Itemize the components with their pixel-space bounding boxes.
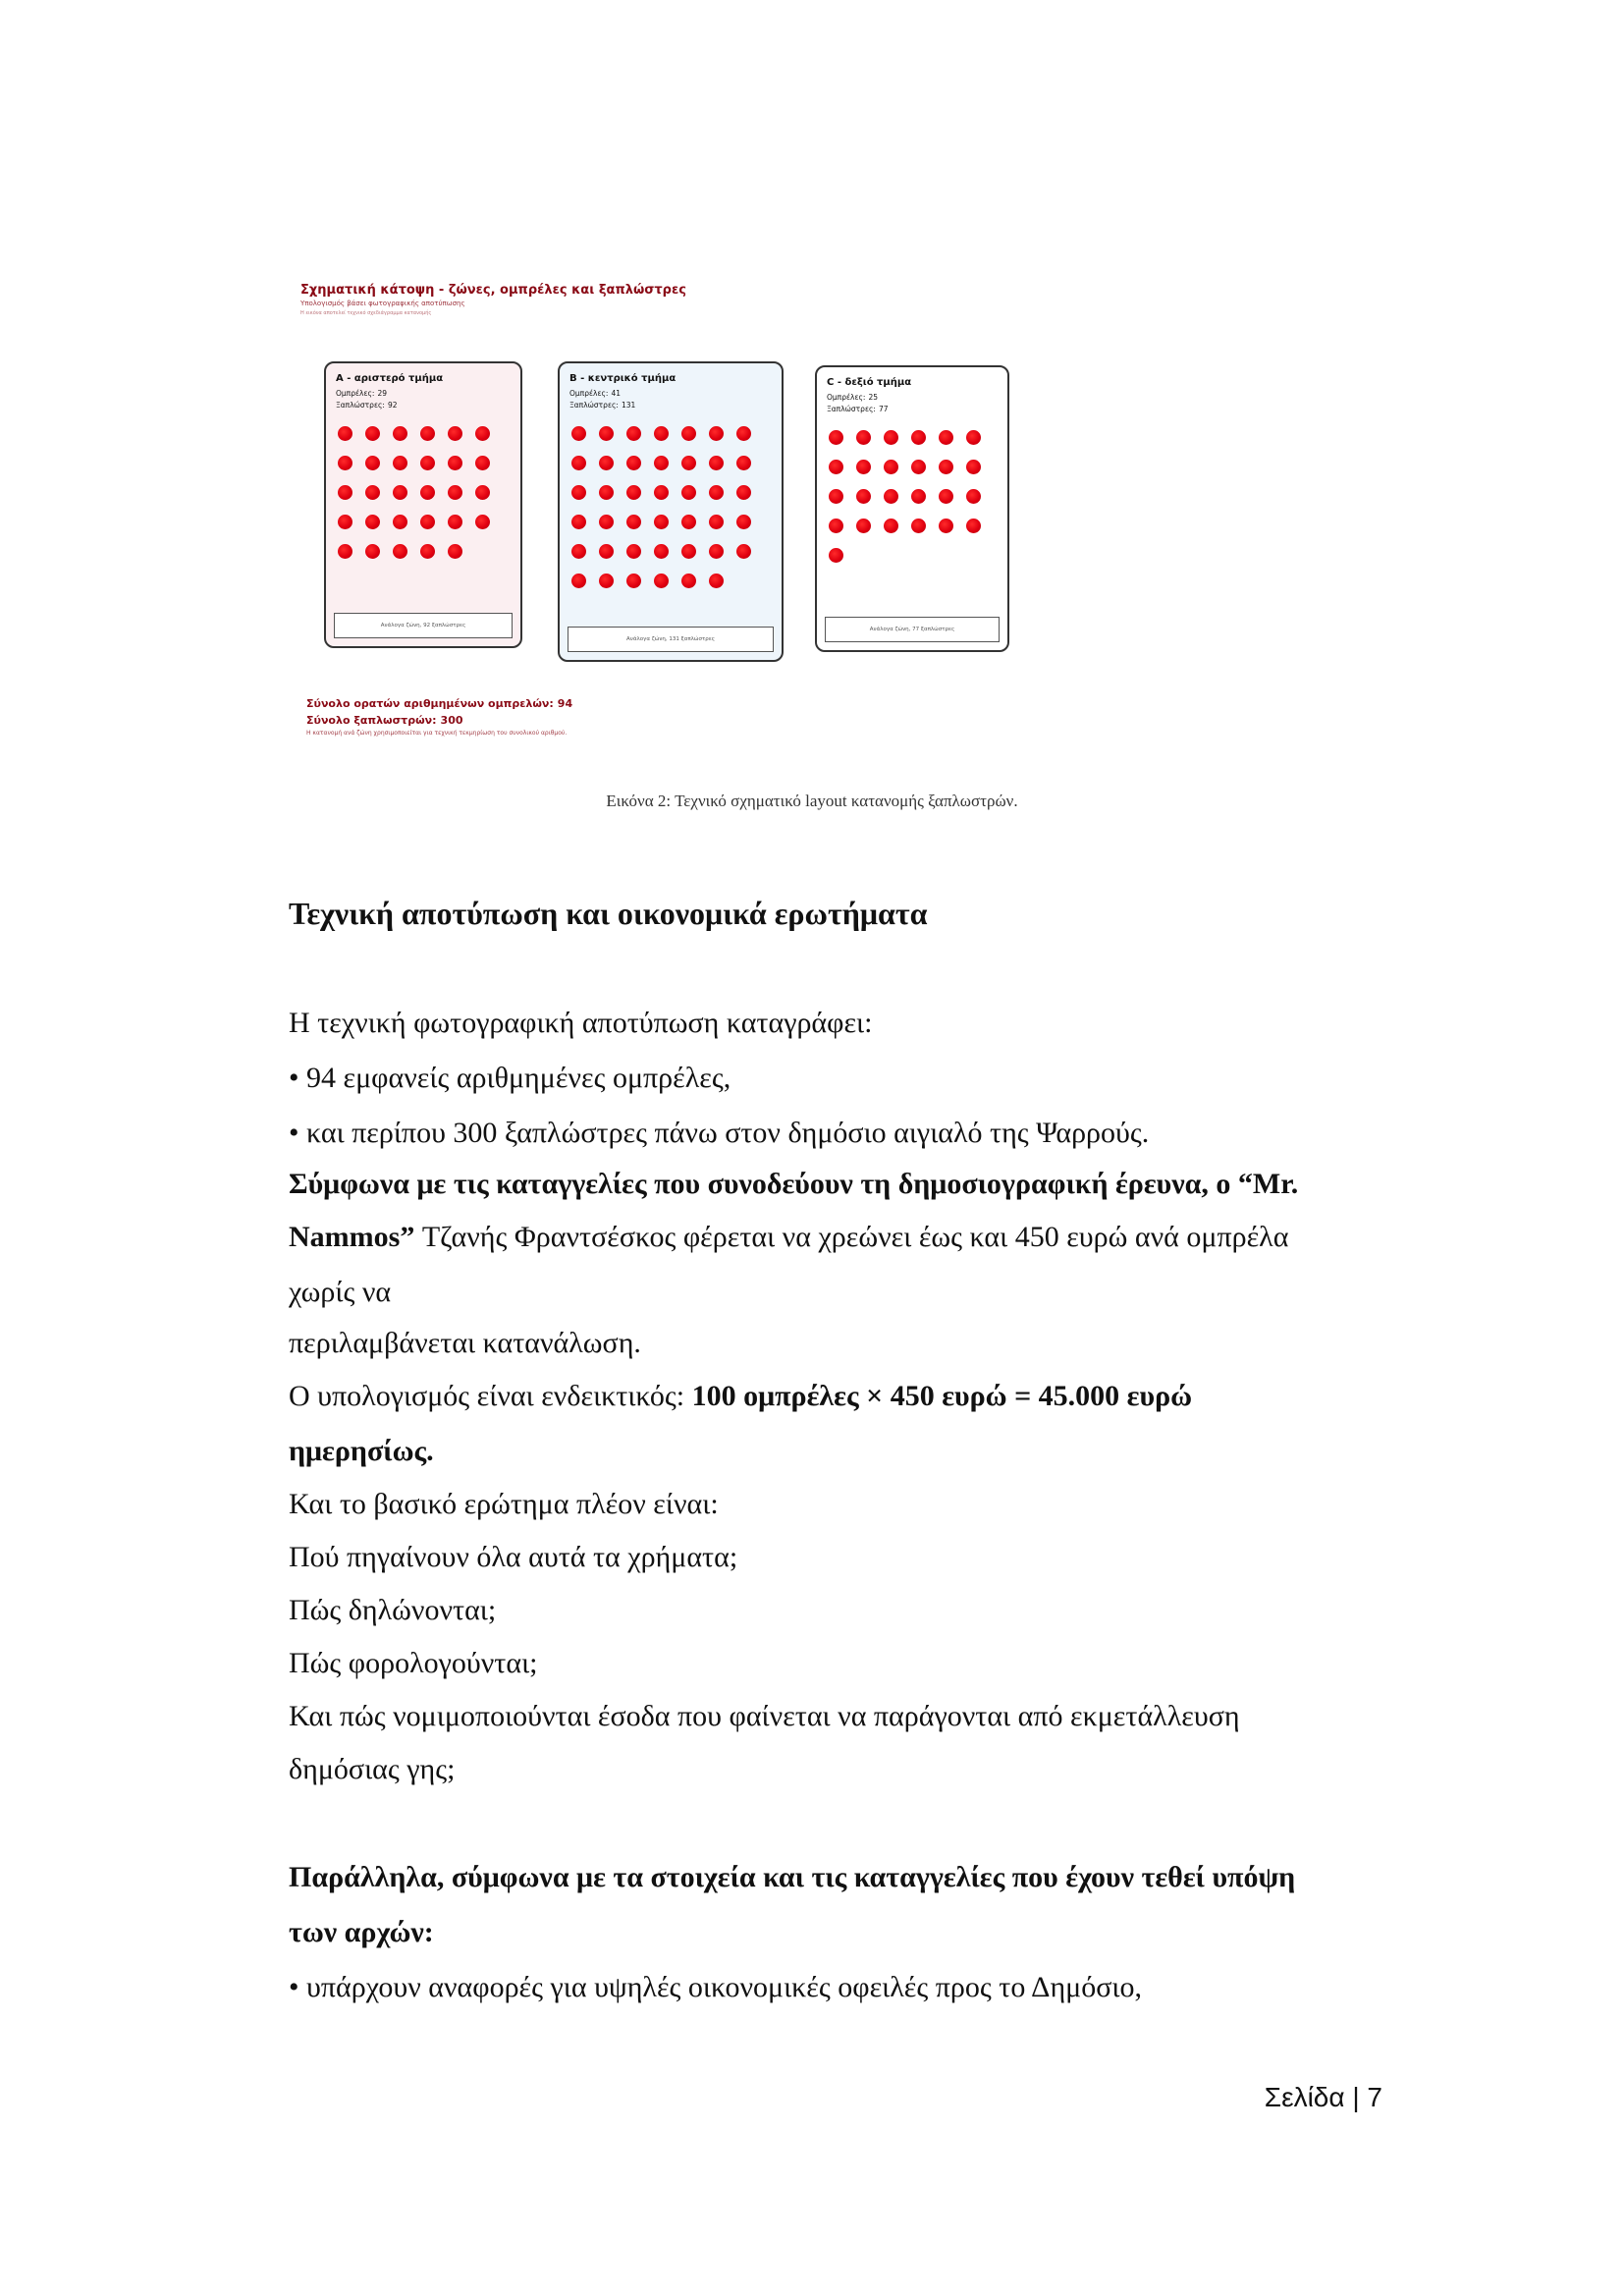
umbrella-dot: [709, 544, 724, 559]
umbrella-dot: [911, 489, 926, 504]
umbrella-dot: [654, 426, 669, 441]
umbrella-dot: [829, 489, 843, 504]
umbrella-dot: [338, 515, 352, 529]
umbrella-dot: [736, 456, 751, 470]
umbrella-dot: [393, 515, 407, 529]
umbrella-dot: [571, 515, 586, 529]
umbrella-dot: [626, 544, 641, 559]
zone-title: A - αριστερό τμήμα: [336, 373, 444, 384]
zone-footer: Ανάλογα ζώνη, 131 ξαπλώστρες: [568, 627, 774, 652]
umbrella-dot: [475, 515, 490, 529]
umbrella-dot: [681, 426, 696, 441]
umbrella-dot: [571, 485, 586, 500]
umbrella-dot: [829, 548, 843, 563]
paragraph: χωρίς να: [289, 1276, 392, 1308]
umbrella-dot: [654, 456, 669, 470]
question: Πώς δηλώνονται;: [289, 1594, 497, 1626]
umbrella-dot: [626, 426, 641, 441]
bold-paragraph: των αρχών:: [289, 1916, 434, 1948]
zone-panel-c: [815, 365, 1009, 652]
paragraph: Ο υπολογισμός είναι ενδεικτικός: 100 ομπρέλες × 450 ευρώ = 45.000 ευρώ: [289, 1380, 1193, 1412]
umbrella-dot: [475, 426, 490, 441]
umbrella-dot: [599, 456, 614, 470]
umbrella-dot: [420, 515, 435, 529]
umbrella-dot: [681, 544, 696, 559]
umbrella-dot: [736, 426, 751, 441]
umbrella-dot: [681, 456, 696, 470]
paragraph: περιλαμβάνεται κατανάλωση.: [289, 1327, 641, 1359]
umbrella-dot: [338, 485, 352, 500]
zone-footer: Ανάλογα ζώνη, 77 ξαπλώστρες: [825, 617, 1000, 642]
umbrella-dot: [709, 574, 724, 588]
umbrella-dot: [475, 485, 490, 500]
umbrella-dot: [338, 456, 352, 470]
paragraph: Σύμφωνα με τις καταγγελίες που συνοδεύουν τη δημοσιογραφική έρευνα, ο “Mr.: [289, 1168, 1299, 1200]
umbrella-dot: [626, 456, 641, 470]
bold-paragraph: Παράλληλα, σύμφωνα με τα στοιχεία και τις καταγγελίες που έχουν τεθεί υπόψη: [289, 1861, 1296, 1893]
umbrella-dot: [654, 485, 669, 500]
question: Πού πηγαίνουν όλα αυτά τα χρήματα;: [289, 1541, 738, 1573]
umbrella-dot: [365, 426, 380, 441]
umbrella-dot: [681, 485, 696, 500]
umbrella-dot: [884, 519, 898, 533]
umbrella-dot: [709, 485, 724, 500]
umbrella-dot: [393, 544, 407, 559]
zone-panel-b: [558, 361, 784, 662]
umbrella-dot: [856, 430, 871, 445]
umbrella-dot: [966, 460, 981, 474]
umbrella-dot: [856, 460, 871, 474]
umbrella-dot: [884, 430, 898, 445]
umbrella-dot: [626, 515, 641, 529]
umbrella-dot: [599, 574, 614, 588]
figure-subtitle-2: Η εικόνα αποτελεί τεχνικό σχεδιάγραμμα κατανομής: [300, 310, 432, 316]
umbrella-dot: [626, 485, 641, 500]
umbrella-dot: [571, 544, 586, 559]
paragraph: Nammos” Τζανής Φραντσέσκος φέρεται να χρεώνει έως και 450 ευρώ ανά ομπρέλα: [289, 1221, 1289, 1253]
umbrella-dot: [939, 489, 953, 504]
total-loungers: Σύνολο ξαπλωστρών: 300: [306, 714, 463, 727]
umbrella-dot: [338, 426, 352, 441]
umbrella-dot: [393, 426, 407, 441]
umbrella-dot: [911, 430, 926, 445]
umbrella-dot: [626, 574, 641, 588]
total-umbrellas: Σύνολο ορατών αριθμημένων ομπρελών: 94: [306, 697, 573, 710]
umbrella-dot: [448, 456, 462, 470]
bullet-item: • υπάρχουν αναφορές για υψηλές οικονομικές οφειλές προς το Δημόσιο,: [289, 1971, 1142, 2003]
umbrella-dot: [736, 515, 751, 529]
page-number: Σελίδα | 7: [1264, 2082, 1382, 2112]
umbrella-dot: [571, 426, 586, 441]
umbrella-dot: [420, 485, 435, 500]
section-heading: Τεχνική αποτύπωση και οικονομικά ερωτήματα: [289, 896, 928, 931]
umbrella-dot: [338, 544, 352, 559]
umbrella-dot: [599, 544, 614, 559]
umbrella-dot: [709, 426, 724, 441]
umbrella-dot: [420, 426, 435, 441]
umbrella-dot: [365, 456, 380, 470]
umbrella-dot: [709, 515, 724, 529]
umbrella-dot: [939, 519, 953, 533]
umbrella-dot: [393, 485, 407, 500]
umbrella-dot: [966, 489, 981, 504]
umbrella-dot: [599, 515, 614, 529]
umbrella-dot: [365, 485, 380, 500]
zone-panel-a: [324, 361, 522, 648]
paragraph: Και το βασικό ερώτημα πλέον είναι:: [289, 1488, 719, 1520]
umbrella-dot: [448, 485, 462, 500]
zone-loungers: Ξαπλώστρες: 131: [569, 401, 636, 410]
umbrella-dot: [939, 460, 953, 474]
umbrella-dot: [571, 574, 586, 588]
umbrella-dot: [681, 574, 696, 588]
umbrella-dot: [365, 515, 380, 529]
umbrella-dot: [939, 430, 953, 445]
umbrella-dot: [829, 519, 843, 533]
umbrella-dot: [475, 456, 490, 470]
umbrella-dot: [654, 574, 669, 588]
question: Πώς φορολογούνται;: [289, 1647, 538, 1679]
umbrella-dot: [448, 515, 462, 529]
umbrella-dot: [829, 460, 843, 474]
zone-umbrellas: Ομπρέλες: 29: [336, 389, 387, 398]
umbrella-dot: [736, 485, 751, 500]
umbrella-dot: [911, 460, 926, 474]
umbrella-dot: [709, 456, 724, 470]
figure-totals: [306, 695, 572, 738]
paragraph: ημερησίως.: [289, 1435, 434, 1467]
umbrella-dot: [856, 519, 871, 533]
umbrella-dot: [448, 426, 462, 441]
umbrella-dot: [599, 426, 614, 441]
umbrella-dot: [599, 485, 614, 500]
umbrella-dot: [654, 544, 669, 559]
umbrella-dot: [393, 456, 407, 470]
zone-loungers: Ξαπλώστρες: 77: [827, 405, 889, 413]
figure-title: Σχηματική κάτοψη - ζώνες, ομπρέλες και ξαπλώστρες: [300, 283, 686, 298]
umbrella-dot: [911, 519, 926, 533]
zone-loungers: Ξαπλώστρες: 92: [336, 401, 398, 410]
zone-footer: Ανάλογα ζώνη, 92 ξαπλώστρες: [334, 613, 513, 638]
figure-caption: Εικόνα 2: Τεχνικό σχηματικό layout κατανομής ξαπλωστρών.: [606, 792, 1018, 810]
question: δημόσιας γης;: [289, 1753, 456, 1785]
umbrella-dot: [571, 456, 586, 470]
figure-note: Η κατανομή ανά ζώνη χρησιμοποιείται για τεχνική τεκμηρίωση του συνολικού αριθμού.: [306, 730, 568, 737]
umbrella-dot: [681, 515, 696, 529]
bullet-item: • 94 εμφανείς αριθμημένες ομπρέλες,: [289, 1062, 731, 1094]
umbrella-dot: [884, 489, 898, 504]
umbrella-dot: [420, 544, 435, 559]
umbrella-dot: [966, 430, 981, 445]
umbrella-dot: [654, 515, 669, 529]
umbrella-dot: [448, 544, 462, 559]
bullet-item: • και περίπου 300 ξαπλώστρες πάνω στον δημόσιο αιγιαλό της Ψαρρούς.: [289, 1117, 1150, 1149]
umbrella-dot: [420, 456, 435, 470]
umbrella-dot: [884, 460, 898, 474]
umbrella-dot: [966, 519, 981, 533]
beach-layout-figure: [300, 283, 1017, 737]
paragraph: Η τεχνική φωτογραφική αποτύπωση καταγράφει:: [289, 1007, 873, 1039]
umbrella-dot: [829, 430, 843, 445]
zone-umbrellas: Ομπρέλες: 25: [827, 393, 878, 402]
umbrella-dot: [856, 489, 871, 504]
zone-umbrellas: Ομπρέλες: 41: [569, 389, 621, 398]
figure-subtitle: Υπολογισμός βάσει φωτογραφικής αποτύπωσης: [300, 300, 465, 307]
zone-title: B - κεντρικό τμήμα: [569, 373, 677, 384]
umbrella-dot: [736, 544, 751, 559]
question: Και πώς νομιμοποιούνται έσοδα που φαίνεται να παράγονται από εκμετάλλευση: [289, 1700, 1240, 1732]
umbrella-dot: [365, 544, 380, 559]
zone-title: C - δεξιό τμήμα: [827, 377, 912, 388]
